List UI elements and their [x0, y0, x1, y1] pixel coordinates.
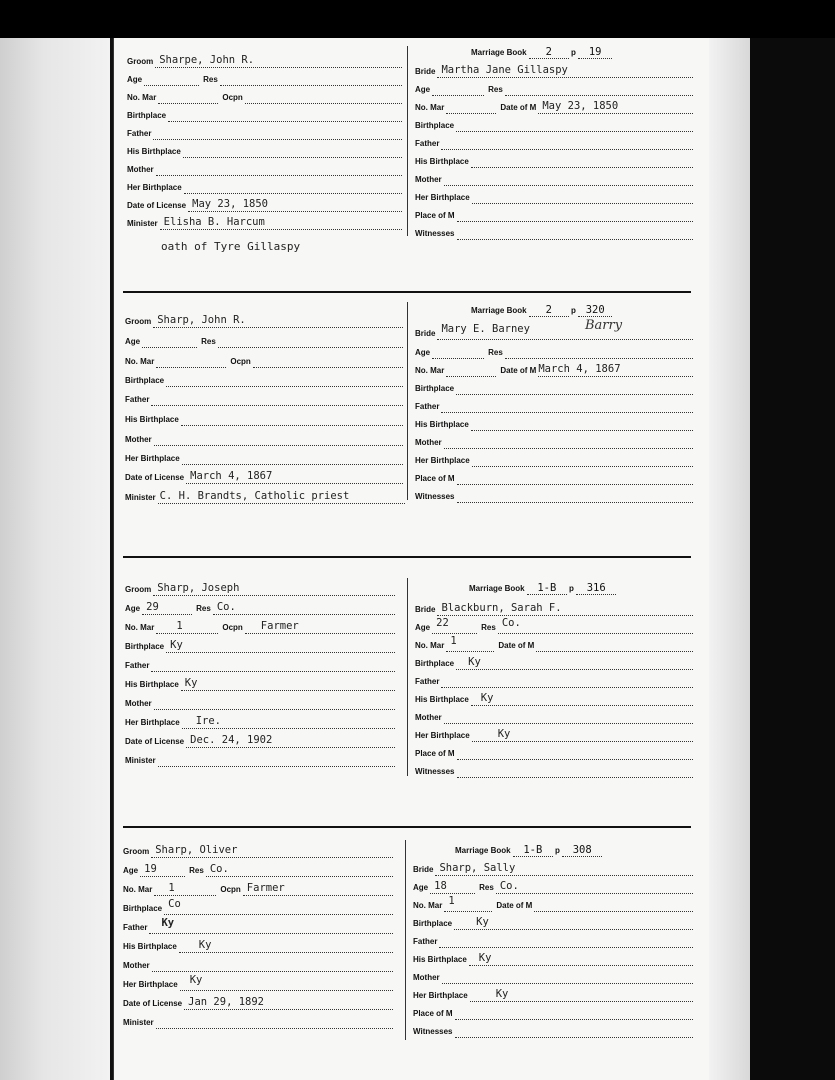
record-card-4: [113, 834, 709, 1080]
groom-license-row: Date of License Dec. 24, 1902: [125, 732, 395, 748]
bride-her-birthplace-row: Her Birthplace: [415, 451, 693, 467]
groom-mother-row: Mother: [125, 430, 403, 446]
bride-name: Mary E. Barney: [441, 323, 530, 335]
groom-birthplace-row: Birthplace: [125, 371, 403, 387]
marriage-book-ref: Marriage Book 1-B p 308: [455, 844, 602, 857]
bride-his-birthplace-row: His Birthplace Ky: [415, 690, 693, 706]
bride-his-birthplace-row: His Birthplace: [415, 415, 693, 431]
marriage-date: May 23, 1850: [542, 100, 619, 112]
bride-nomar-date-row: No. Mar Date of M March 4, 1867: [415, 361, 693, 377]
groom-nomar-ocpn-row: No. Mar Ocpn: [125, 352, 403, 368]
bride-age-res-row: Age 22 Res Co.: [415, 618, 693, 634]
groom-birthplace-row: Birthplace: [127, 106, 402, 122]
handwritten-correction: Barry: [585, 318, 623, 333]
groom-birthplace-row: Birthplace Ky: [125, 637, 395, 653]
license-date: Jan 29, 1892: [188, 996, 264, 1008]
groom-father-row: Father: [125, 390, 403, 406]
groom-minister-row: Minister Elisha B. Harcum: [127, 214, 402, 230]
bride-row: Bride Blackburn, Sarah F.: [415, 600, 693, 616]
groom-mother-row: Mother: [127, 160, 402, 176]
bride-witnesses-row: Witnesses: [415, 487, 693, 503]
groom-father-row: Father: [125, 656, 395, 672]
groom-her-birthplace-row: Her Birthplace: [127, 178, 402, 194]
groom-mother-row: Mother: [125, 694, 395, 710]
bride-witnesses-row: Witnesses: [413, 1022, 693, 1038]
bride-birthplace-row: Birthplace: [415, 116, 693, 132]
groom-nomar-ocpn-row: No. Mar 1 Ocpn Farmer: [123, 880, 393, 896]
bride-place-row: Place of M: [415, 744, 693, 760]
marriage-book-ref: Marriage Book 1-B p 316: [469, 582, 616, 595]
bride-name: Martha Jane Gillaspy: [441, 64, 568, 76]
bride-mother-row: Mother: [413, 968, 693, 984]
groom-father-row: Father: [127, 124, 402, 140]
bride-name: Blackburn, Sarah F.: [441, 602, 562, 614]
marriage-book-ref: Marriage Book 2 p 19: [471, 46, 612, 59]
bride-nomar-date-row: No. Mar 1 Date of M: [413, 896, 693, 912]
card-divider: [123, 556, 691, 558]
groom-name: Sharpe, John R.: [159, 54, 255, 66]
bride-row: Bride Mary E. Barney: [415, 324, 693, 340]
bride-row: Bride Martha Jane Gillaspy: [415, 62, 693, 78]
marriage-book-ref: Marriage Book 2 p 320: [471, 304, 612, 317]
bride-her-birthplace-row: Her Birthplace Ky: [415, 726, 693, 742]
groom-father-row: Father Ky: [123, 918, 393, 934]
bride-witnesses-row: Witnesses: [415, 762, 693, 778]
groom-row: Groom Sharp, John R.: [125, 312, 403, 328]
groom-row: Groom Sharp, Joseph: [125, 580, 395, 596]
bride-father-row: Father: [415, 134, 693, 150]
scan-right-margin: [706, 38, 750, 1080]
groom-row: Groom Sharpe, John R.: [127, 52, 402, 68]
bride-nomar-date-row: No. Mar Date of M May 23, 1850: [415, 98, 693, 114]
bride-his-birthplace-row: His Birthplace Ky: [413, 950, 693, 966]
groom-his-birthplace-row: His Birthplace Ky: [125, 675, 395, 691]
groom-her-birthplace-row: Her Birthplace Ire.: [125, 713, 395, 729]
scan-left-margin: [0, 38, 110, 1080]
groom-name: Sharp, Joseph: [157, 582, 240, 594]
bride-nomar-date-row: No. Mar 1 Date of M: [415, 636, 693, 652]
bride-age-res-row: Age Res: [415, 80, 693, 96]
marriage-date: March 4, 1867: [538, 363, 621, 375]
bride-witnesses-row: Witnesses: [415, 224, 693, 240]
bride-name: Sharp, Sally: [439, 862, 516, 874]
bride-his-birthplace-row: His Birthplace: [415, 152, 693, 168]
groom-name: Sharp, Oliver: [155, 844, 238, 856]
license-date: March 4, 1867: [190, 470, 273, 482]
scan-top-border: [0, 0, 835, 38]
record-note: oath of Tyre Gillaspy: [161, 240, 301, 253]
license-date: Dec. 24, 1902: [190, 734, 273, 746]
bride-father-row: Father: [413, 932, 693, 948]
bride-birthplace-row: Birthplace Ky: [413, 914, 693, 930]
groom-her-birthplace-row: Her Birthplace Ky: [123, 975, 393, 991]
groom-nomar-ocpn-row: No. Mar 1 Ocpn Farmer: [125, 618, 395, 634]
bride-place-row: Place of M: [413, 1004, 693, 1020]
bride-mother-row: Mother: [415, 708, 693, 724]
card-divider: [123, 291, 691, 293]
bride-age-res-row: Age Res: [415, 343, 693, 359]
groom-mother-row: Mother: [123, 956, 393, 972]
scan-right-border: [750, 38, 835, 1080]
minister-name: C. H. Brandts, Catholic priest: [159, 490, 350, 502]
bride-mother-row: Mother: [415, 170, 693, 186]
groom-minister-row: Minister C. H. Brandts, Catholic priest: [125, 488, 405, 504]
record-card-2: [113, 300, 709, 556]
record-card-1: [113, 38, 709, 298]
bride-her-birthplace-row: Her Birthplace Ky: [413, 986, 693, 1002]
license-date: May 23, 1850: [192, 198, 268, 210]
bride-her-birthplace-row: Her Birthplace: [415, 188, 693, 204]
groom-his-birthplace-row: His Birthplace: [125, 410, 403, 426]
bride-row: Bride Sharp, Sally: [413, 860, 693, 876]
bride-mother-row: Mother: [415, 433, 693, 449]
groom-his-birthplace-row: His Birthplace: [127, 142, 402, 158]
groom-license-row: Date of License May 23, 1850: [127, 196, 402, 212]
bride-place-row: Place of M: [415, 469, 693, 485]
groom-age-res-row: Age 29 Res Co.: [125, 599, 395, 615]
bride-father-row: Father: [415, 397, 693, 413]
groom-birthplace-row: Birthplace Co: [123, 899, 393, 915]
groom-age-res-row: Age Res: [125, 332, 403, 348]
record-page: [110, 38, 709, 1080]
groom-his-birthplace-row: His Birthplace Ky: [123, 937, 393, 953]
groom-age-res-row: Age Res: [127, 70, 402, 86]
groom-license-row: Date of License March 4, 1867: [125, 468, 403, 484]
groom-minister-row: Minister: [123, 1013, 393, 1029]
bride-birthplace-row: Birthplace Ky: [415, 654, 693, 670]
groom-row: Groom Sharp, Oliver: [123, 842, 393, 858]
groom-minister-row: Minister: [125, 751, 395, 767]
bride-father-row: Father: [415, 672, 693, 688]
groom-nomar-ocpn-row: No. Mar Ocpn: [127, 88, 402, 104]
groom-her-birthplace-row: Her Birthplace: [125, 449, 403, 465]
groom-license-row: Date of License Jan 29, 1892: [123, 994, 393, 1010]
groom-age-res-row: Age 19 Res Co.: [123, 861, 393, 877]
minister-name: Elisha B. Harcum: [163, 216, 265, 228]
groom-name: Sharp, John R.: [157, 314, 246, 326]
bride-birthplace-row: Birthplace: [415, 379, 693, 395]
record-card-3: [113, 568, 709, 818]
card-divider: [123, 826, 691, 828]
bride-place-row: Place of M: [415, 206, 693, 222]
bride-age-res-row: Age 18 Res Co.: [413, 878, 693, 894]
